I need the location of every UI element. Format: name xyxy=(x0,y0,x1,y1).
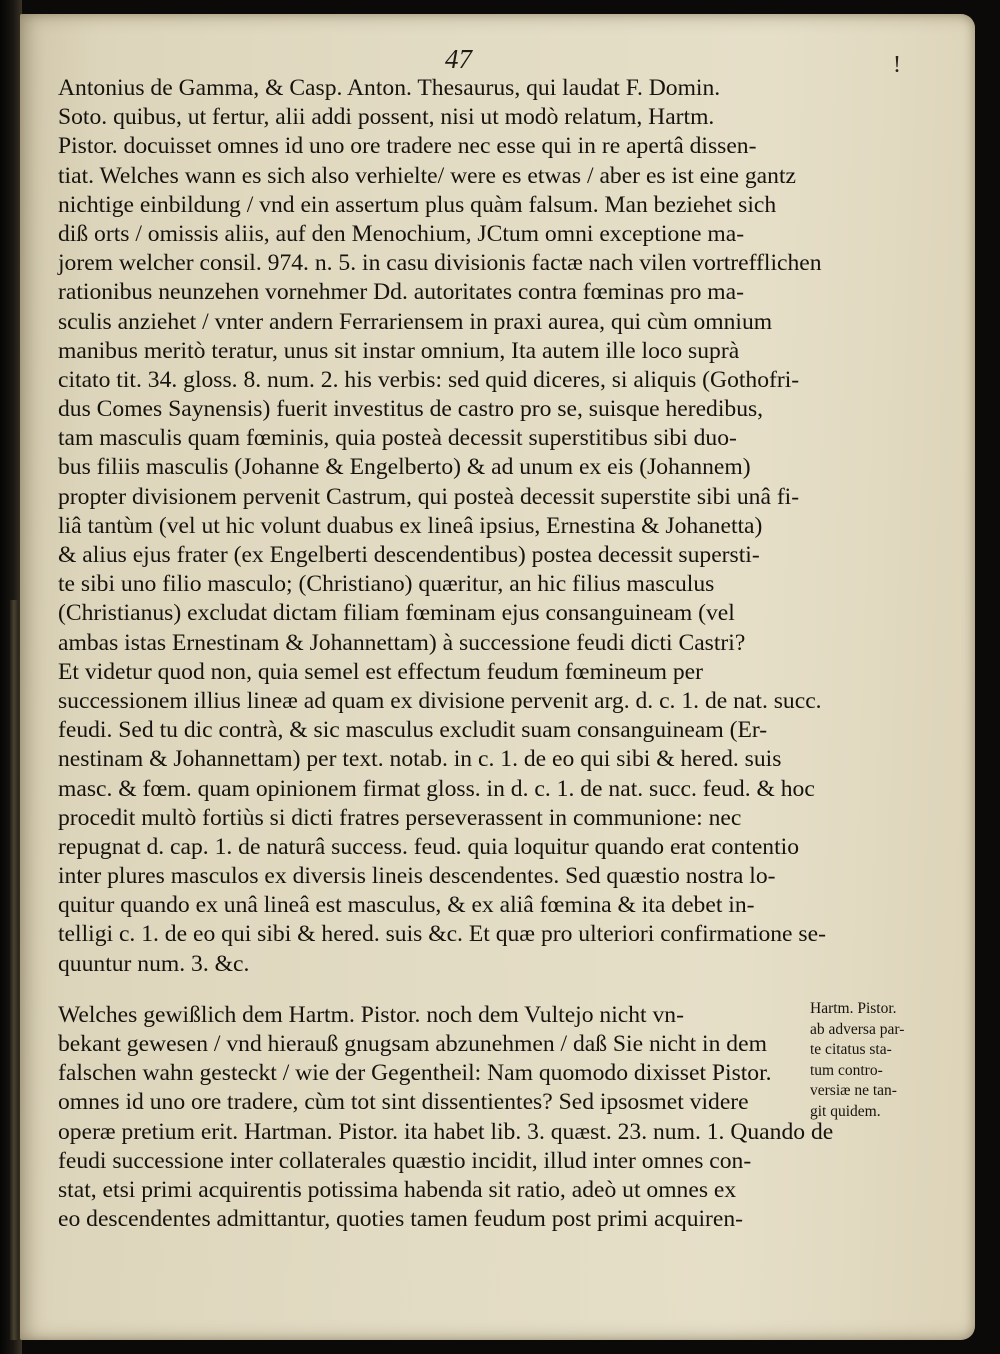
margin-mark: ! xyxy=(893,52,901,78)
paragraph-gap xyxy=(58,979,848,1001)
text-line: (Christianus) excludat dictam filiam fœminam ejus consanguineam (vel xyxy=(58,600,735,627)
text-line: dus Comes Saynensis) fuerit investitus de castro pro se, suisque heredibus, xyxy=(58,396,764,423)
text-line: telligi c. 1. de eo qui sibi & hered. suis &c. Et quæ pro ulteriori confirmatione se- xyxy=(58,921,826,948)
text-line: liâ tantùm (vel ut hic volunt duabus ex lineâ ipsius, Ernestina & Johanetta) xyxy=(58,512,763,539)
marginal-line: ab adversa par- xyxy=(810,1020,905,1038)
marginal-line: Hartm. Pistor. xyxy=(810,1000,897,1017)
text-line: diß orts / omissis aliis, auf den Menochium, JCtum omni exceptione ma- xyxy=(58,220,745,247)
text-line: eo descendentes admittantur, quoties tamen feudum post primi acquiren- xyxy=(58,1206,744,1233)
text-line: masc. & fœm. quam opinionem firmat gloss. in d. c. 1. de nat. succ. feud. & hoc xyxy=(58,775,815,802)
text-line: & alius ejus frater (ex Engelberti descendentibus) postea decessit supersti- xyxy=(58,542,760,568)
text-line: citato tit. 34. gloss. 8. num. 2. his verbis: sed quid diceres, si aliquis (Gothofri- xyxy=(58,366,800,393)
text-line: Et videtur quod non, quia semel est effectum feudum fœmineum per xyxy=(58,658,703,685)
marginal-line: te citatus sta- xyxy=(810,1041,892,1058)
text-line: tam masculis quam fœminis, quia posteà decessit superstitibus sibi duo- xyxy=(58,425,737,452)
text-line: Welches gewißlich dem Hartm. Pistor. noch dem Vultejo nicht vn- xyxy=(58,1001,684,1028)
book-page xyxy=(20,14,975,1340)
text-line: successionem illius lineæ ad quam ex divisione pervenit arg. d. c. 1. de nat. succ. xyxy=(58,687,822,714)
text-line: quuntur num. 3. &c. xyxy=(58,950,250,977)
text-line: Antonius de Gamma, & Casp. Anton. Thesaurus, qui laudat F. Domin. xyxy=(58,75,721,101)
text-line: quitur quando ex unâ lineâ est masculus, & ex aliâ fœmina & ita debet in- xyxy=(58,892,755,919)
text-line: ambas istas Ernestinam & Johannettam) à successione feudi dicti Castri? xyxy=(58,629,746,656)
text-line: Pistor. docuisset omnes id uno ore tradere nec esse qui in re apertâ dissen- xyxy=(58,133,757,160)
binding-strip xyxy=(10,600,18,1340)
text-line: propter divisionem pervenit Castrum, qui posteà decessit superstite sibi unâ fi- xyxy=(58,483,800,510)
text-line: omnes id uno ore tradere, cùm tot sint dissentientes? Sed ipsosmet videre xyxy=(58,1089,749,1116)
text-line: stat, etsi primi acquirentis potissima habenda sit ratio, adeò ut omnes ex xyxy=(58,1176,737,1203)
marginal-line: versiæ ne tan- xyxy=(810,1082,897,1099)
text-line: te sibi uno filio masculo; (Christiano) quæritur, an hic filius masculus xyxy=(58,571,715,598)
text-line: Soto. quibus, ut fertur, alii addi possent, nisi ut modò relatum, Hartm. xyxy=(58,104,715,131)
text-line: feudi. Sed tu dic contrà, & sic masculus excludit suam consanguineam (Er- xyxy=(58,717,768,744)
page-number: 47 xyxy=(445,44,472,74)
text-line: nichtige einbildung / vnd ein assertum plus quàm falsum. Man beziehet sich xyxy=(58,191,777,218)
marginal-line: git quidem. xyxy=(810,1102,881,1120)
text-line: bekant gewesen / vnd hierauß gnugsam abzunehmen / daß Sie nicht in dem xyxy=(58,1031,767,1057)
text-line: jorem welcher consil. 974. n. 5. in casu divisionis factæ nach vilen vortrefflichen xyxy=(58,250,822,277)
text-line: feudi successione inter collaterales quæstio incidit, illud inter omnes con- xyxy=(58,1147,752,1174)
text-line: bus filiis masculis (Johanne & Engelberto) & ad unum ex eis (Johannem) xyxy=(58,454,751,481)
text-line: repugnat d. cap. 1. de naturâ success. feud. quia loquitur quando erat contentio xyxy=(58,833,799,860)
text-line: nestinam & Johannettam) per text. notab. in c. 1. de eo qui sibi & hered. suis xyxy=(58,746,782,773)
text-line: inter plures masculos ex diversis lineis descendentes. Sed quæstio nostra lo- xyxy=(58,863,776,890)
text-line: tiat. Welches wann es sich also verhielte/ were es etwas / aber es ist eine gantz xyxy=(58,162,796,189)
main-text-block xyxy=(58,74,848,1234)
text-line: operæ pretium erit. Hartman. Pistor. ita habet lib. 3. quæst. 23. num. 1. Quando de xyxy=(58,1118,834,1145)
marginal-line: tum contro- xyxy=(810,1061,883,1079)
text-line: procedit multò fortiùs si dicti fratres perseverassent in communione: nec xyxy=(58,804,742,831)
text-line: falschen wahn gesteckt / wie der Gegentheil: Nam quomodo dixisset Pistor. xyxy=(58,1060,772,1087)
text-line: rationibus neunzehen vornehmer Dd. autoritates contra fœminas pro ma- xyxy=(58,279,744,306)
marginal-note xyxy=(810,999,960,1122)
text-line: manibus meritò teratur, unus sit instar omnium, Ita autem ille loco suprà xyxy=(58,337,740,364)
text-line: sculis anziehet / vnter andern Ferrariensem in praxi aurea, qui cùm omnium xyxy=(58,308,773,335)
